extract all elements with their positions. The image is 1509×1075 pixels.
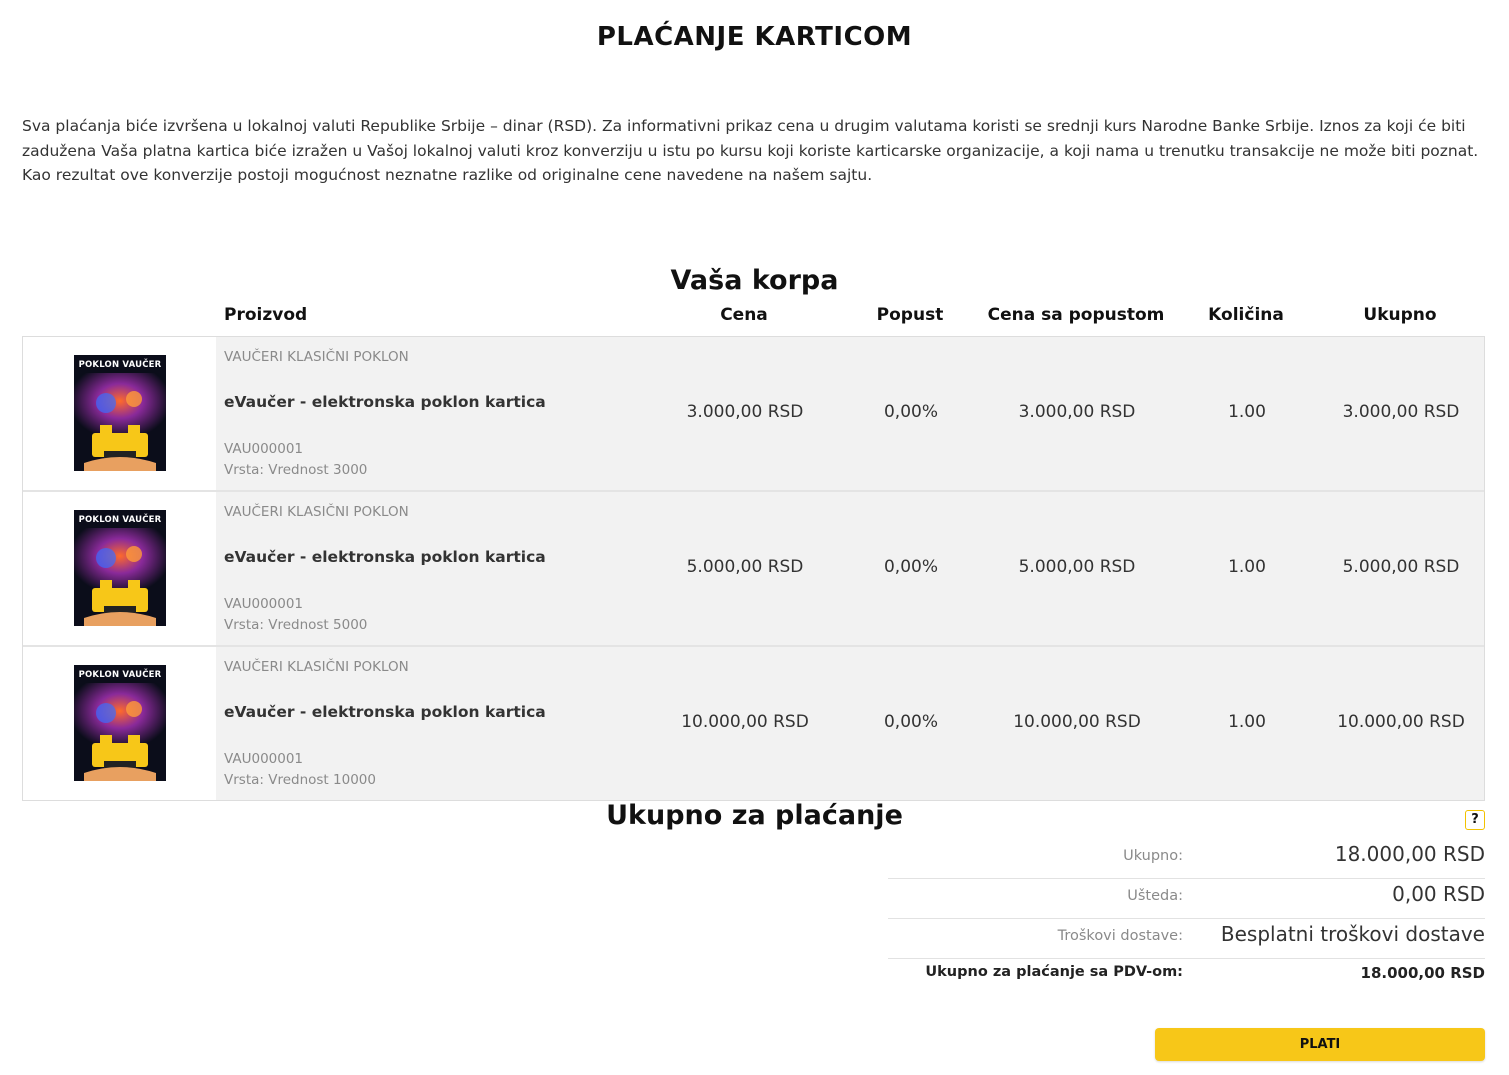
product-code: VAU000001 bbox=[224, 596, 304, 612]
total-cell: 5.000,00 RSD bbox=[1342, 557, 1460, 577]
discount-cell: 0,00% bbox=[883, 402, 938, 422]
price-cell: 3.000,00 RSD bbox=[686, 402, 804, 422]
total-cell: 10.000,00 RSD bbox=[1337, 712, 1465, 732]
discount-cell: 0,00% bbox=[883, 712, 938, 732]
summary-subtotal-row bbox=[888, 838, 1485, 879]
product-variant: Vrsta: Vrednost 5000 bbox=[224, 617, 368, 633]
grand-total-value: 18.000,00 RSD bbox=[1360, 964, 1485, 982]
cart-row bbox=[23, 492, 1484, 647]
thumb-label: POKLON VAUČER bbox=[78, 515, 162, 525]
summary-savings-row bbox=[888, 878, 1485, 919]
price-cell: 10.000,00 RSD bbox=[681, 712, 809, 732]
help-icon[interactable]: ? bbox=[1465, 810, 1485, 830]
header-discounted-price: Cena sa popustom bbox=[987, 305, 1165, 325]
header-discount: Popust bbox=[876, 305, 944, 325]
product-image-cell bbox=[23, 647, 216, 800]
header-product: Proizvod bbox=[224, 305, 308, 325]
header-price: Cena bbox=[720, 305, 768, 325]
grand-total-label: Ukupno za plaćanje sa PDV-om: bbox=[925, 964, 1183, 980]
savings-value: 0,00 RSD bbox=[1392, 882, 1485, 906]
header-total: Ukupno bbox=[1363, 305, 1437, 325]
quantity-cell: 1.00 bbox=[1228, 402, 1266, 422]
total-cell: 3.000,00 RSD bbox=[1342, 402, 1460, 422]
product-category: VAUČERI KLASIČNI POKLON bbox=[224, 659, 409, 675]
page-title: PLAĆANJE KARTICOM bbox=[596, 22, 913, 52]
cart-title: Vaša korpa bbox=[670, 265, 839, 296]
subtotal-label: Ukupno: bbox=[1123, 848, 1183, 864]
product-category: VAUČERI KLASIČNI POKLON bbox=[224, 504, 409, 520]
voucher-artwork-icon bbox=[74, 355, 166, 471]
product-code: VAU000001 bbox=[224, 751, 304, 767]
product-name-link[interactable]: eVaučer - elektronska poklon kartica bbox=[224, 548, 546, 566]
shipping-value: Besplatni troškovi dostave bbox=[1220, 922, 1485, 946]
discount-cell: 0,00% bbox=[883, 557, 938, 577]
product-image-cell bbox=[23, 337, 216, 490]
product-variant: Vrsta: Vrednost 10000 bbox=[224, 772, 376, 788]
product-image-cell bbox=[23, 492, 216, 645]
header-quantity: Količina bbox=[1208, 305, 1284, 325]
pay-button[interactable]: PLATI bbox=[1155, 1028, 1485, 1061]
summary-grand-total-row bbox=[888, 958, 1485, 998]
quantity-cell: 1.00 bbox=[1228, 712, 1266, 732]
quantity-cell: 1.00 bbox=[1228, 557, 1266, 577]
product-variant: Vrsta: Vrednost 3000 bbox=[224, 462, 368, 478]
thumb-label: POKLON VAUČER bbox=[78, 670, 162, 680]
voucher-artwork-icon bbox=[74, 665, 166, 781]
product-name-link[interactable]: eVaučer - elektronska poklon kartica bbox=[224, 703, 546, 721]
cart-row bbox=[23, 647, 1484, 800]
product-name-link[interactable]: eVaučer - elektronska poklon kartica bbox=[224, 393, 546, 411]
voucher-thumbnail[interactable] bbox=[74, 665, 166, 781]
product-code: VAU000001 bbox=[224, 441, 304, 457]
discounted-price-cell: 10.000,00 RSD bbox=[1013, 712, 1141, 732]
summary-title: Ukupno za plaćanje bbox=[606, 800, 903, 831]
voucher-artwork-icon bbox=[74, 510, 166, 626]
thumb-label: POKLON VAUČER bbox=[78, 360, 162, 370]
summary-shipping-row bbox=[888, 918, 1485, 959]
currency-notice: Sva plaćanja biće izvršena u lokalnoj valuti Republike Srbije – dinar (RSD). Za informativni prikaz cena u drugim valutama koristi se srednji kurs Narodne Banke Srbije. Iznos za koji će biti zadužena Vaša platna kartica biće izražen u Vašoj lokalnoj valuti kroz konverziju u istu po kursu koji koriste karticarske organizacije, a koji nama u trenutku transakcije ne može biti poznat. Kao rezultat ove konverzije postoji mogućnost neznatne razlike od originalne cene navedene na našem sajtu. bbox=[22, 117, 1479, 184]
voucher-thumbnail[interactable] bbox=[74, 510, 166, 626]
discounted-price-cell: 5.000,00 RSD bbox=[1018, 557, 1136, 577]
voucher-thumbnail[interactable] bbox=[74, 355, 166, 471]
price-cell: 5.000,00 RSD bbox=[686, 557, 804, 577]
subtotal-value: 18.000,00 RSD bbox=[1334, 842, 1485, 866]
shipping-label: Troškovi dostave: bbox=[1057, 928, 1183, 944]
cart-row bbox=[23, 337, 1484, 492]
discounted-price-cell: 3.000,00 RSD bbox=[1018, 402, 1136, 422]
savings-label: Ušteda: bbox=[1127, 888, 1183, 904]
product-category: VAUČERI KLASIČNI POKLON bbox=[224, 349, 409, 365]
cart-table bbox=[22, 336, 1485, 801]
